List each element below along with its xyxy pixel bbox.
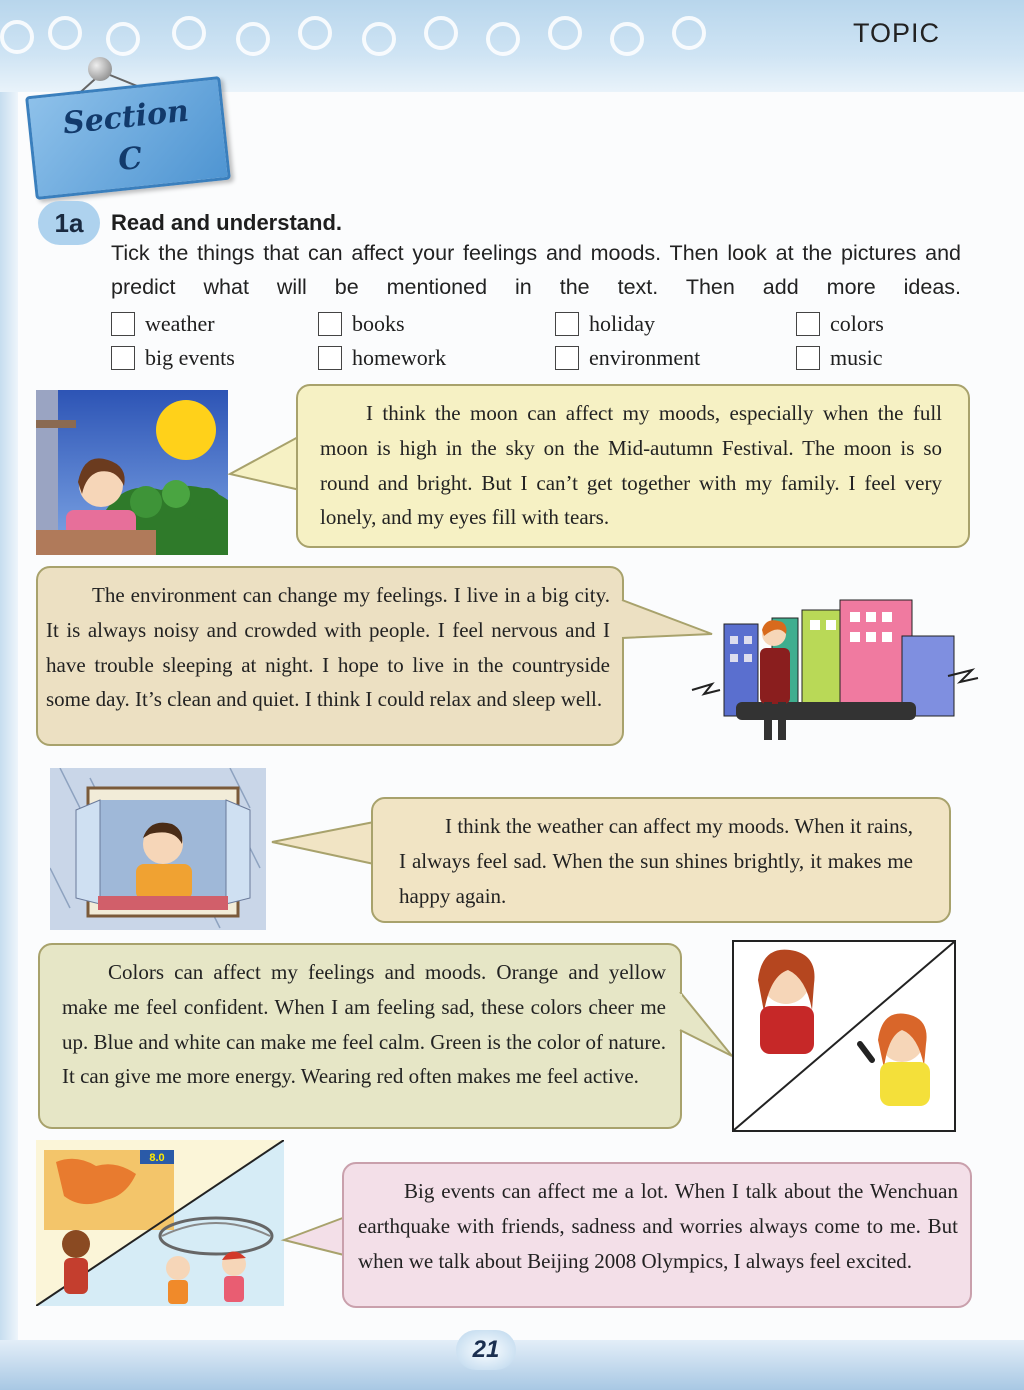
checkbox[interactable] [318,312,342,336]
checklist-label: books [352,311,405,336]
topic-label: TOPIC [852,18,940,48]
speech-bubble-moon [296,384,970,548]
checklist-label: holiday [589,311,655,336]
circle-decoration [298,16,332,50]
section-sign [25,76,231,200]
checklist-label: music [830,345,883,370]
circle-decoration [610,22,644,56]
circle-decoration [672,16,706,50]
page-number: 21 [456,1330,516,1370]
checkbox[interactable] [111,346,135,370]
circle-decoration [0,20,34,54]
bubble-text: Big events can affect me a lot. When I talk about the Wenchuan earthquake with friends, sadness and worries always come to me. But when we talk about Beijing 2008 Olympics, I always feel excited. [358,1179,958,1273]
map-magnitude-label: 8.0 [149,1152,165,1164]
checklist-item-books[interactable] [318,311,405,337]
checkbox[interactable] [796,312,820,336]
checklist-label: weather [145,311,215,336]
bubble-tail [678,990,734,1062]
speech-bubble-weather [371,797,951,923]
moon-girl-illustration [36,390,228,555]
checklist-item-holiday[interactable] [555,311,655,337]
checklist-item-music[interactable] [796,345,883,371]
rainy-window-illustration [50,768,266,930]
speech-bubble-colors [38,943,682,1129]
checklist-item-big-events[interactable] [111,345,235,371]
checklist-item-homework[interactable] [318,345,446,371]
left-stripe [0,92,18,1342]
circle-decoration [172,16,206,50]
circle-decoration [548,16,582,50]
circle-decoration [48,16,82,50]
checkbox[interactable] [796,346,820,370]
speech-bubble-big-events [342,1162,972,1308]
checklist-label: colors [830,311,884,336]
two-girls-colors-illustration [732,940,956,1132]
bubble-text: I think the weather can affect my moods. When it rains, I always feel sad. When the sun shines brightly, it makes me happy again. [399,814,913,908]
checkbox[interactable] [111,312,135,336]
exercise-number-badge: 1a [38,201,100,245]
bubble-text: Colors can affect my feelings and moods. Orange and yellow make me feel confident. When I am feeling sad, these colors cheer me up. Blue and white can make me feel calm. Green is the color of nature. It can give me more energy. Wearing red often makes me feel active. [62,960,666,1089]
circle-decoration [486,22,520,56]
circle-decoration [362,22,396,56]
circle-decoration [236,22,270,56]
exercise-title: Read and understand. [111,210,343,235]
big-events-illustration [36,1140,284,1306]
checklist-label: environment [589,345,701,370]
bubble-text: The environment can change my feelings. I live in a big city. It is always noisy and crowded with people. I feel nervous and I have trouble sleeping at night. I hope to live in the countryside some day. It’s clean and quiet. I think I could relax and sleep well. [46,583,610,712]
bubble-text: I think the moon can affect my moods, especially when the full moon is high in the sky on the Mid-autumn Festival. The moon is so round and bright. But I can’t get together with my family. I feel very lonely, and my eyes fill with tears. [320,401,942,530]
checklist-item-colors[interactable] [796,311,884,337]
checkbox[interactable] [318,346,342,370]
city-boy-illustration [690,596,980,746]
checkbox[interactable] [555,346,579,370]
checkbox[interactable] [555,312,579,336]
exercise-instructions: Tick the things that can affect your feelings and moods. Then look at the pictures and predict what will be mentioned in the text. Then add more ideas. [111,241,961,299]
bubble-tail [280,1214,350,1260]
circle-decoration [106,22,140,56]
circle-decoration [424,16,458,50]
checklist-item-environment[interactable] [555,345,700,371]
pin-icon [88,57,112,81]
checklist-item-weather[interactable] [111,311,215,337]
bubble-tail [268,820,376,868]
speech-bubble-environment [36,566,624,746]
section-label: Section C [61,93,191,179]
checklist-label: big events [145,345,235,370]
bubble-tail [226,434,302,494]
checklist-label: homework [352,345,447,370]
